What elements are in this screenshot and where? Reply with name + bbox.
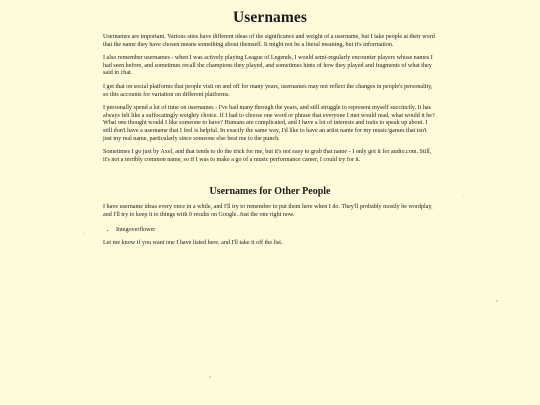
- background-speck: [346, 337, 347, 338]
- article: [103, 0, 437, 248]
- paragraph-remembering: I also remember usernames - when I was actively playing League of Legends, I would semi-regularly encounter players whose names I had seen before, and sometimes recall the champions they played, and sometimes hints of how they played and fragments of what they said in chat.: [103, 55, 433, 77]
- page-title: Usernames: [232, 9, 308, 26]
- background-speck: [463, 195, 464, 196]
- closing-paragraph: Let me know if you want one I have listed here, and I'll take it off the list.: [103, 240, 283, 247]
- section-paragraph: I have username ideas every once in a while, and I'll try to remember to put them here when I do. They'll probably mostly be wordplay, and I'll try to keep it to things with 0 results on Google. Just the one right now.: [103, 204, 433, 218]
- paragraph-significance: Usernames are important. Various sites have different ideas of the significance and weight of a username, but I take people at their word that the name they have chosen means something about themself. It might not be a literal meaning, but it's information.: [103, 34, 435, 48]
- section-other-people: [103, 185, 437, 247]
- section-heading: Usernames for Other People: [209, 186, 331, 198]
- list-item: • Integoverflower: [116, 227, 437, 235]
- username-list: [103, 227, 437, 235]
- paragraph-personal: I personally spend a lot of time on usernames - I've had many through the years, and still struggle to represent myself succinctly. It has always felt like a suffocatingly weighty choice. If I had to choose one word or phrase that everyone I met would read, what would it be? What one thought would I like someone to have? Humans are complicated, and I have a lot of interests and traits to speak up about. I still don't have a username that I feel is helpful. In exactly the same way, I'd like to have an artist name for my music/games that isn't just my real name, particularly since someone else beat me to the punch.: [103, 105, 435, 142]
- background-speck: [83, 232, 84, 233]
- paragraph-platforms: I get that on social platforms that people visit on and off for many years, usernames may not reflect the changes in people's personality, so this accounts for variation on different platforms.: [103, 83, 433, 98]
- background-speck: [496, 300, 498, 302]
- background-speck: [209, 376, 211, 378]
- paragraph-axel: Sometimes I go just by Axel, and that tends to do the trick for me, but it's not easy to grab that name - I only got it for audio.com. Still, it's not a terribly common name, so if I was to make a go of a music performance career, I could try for it.: [103, 149, 432, 163]
